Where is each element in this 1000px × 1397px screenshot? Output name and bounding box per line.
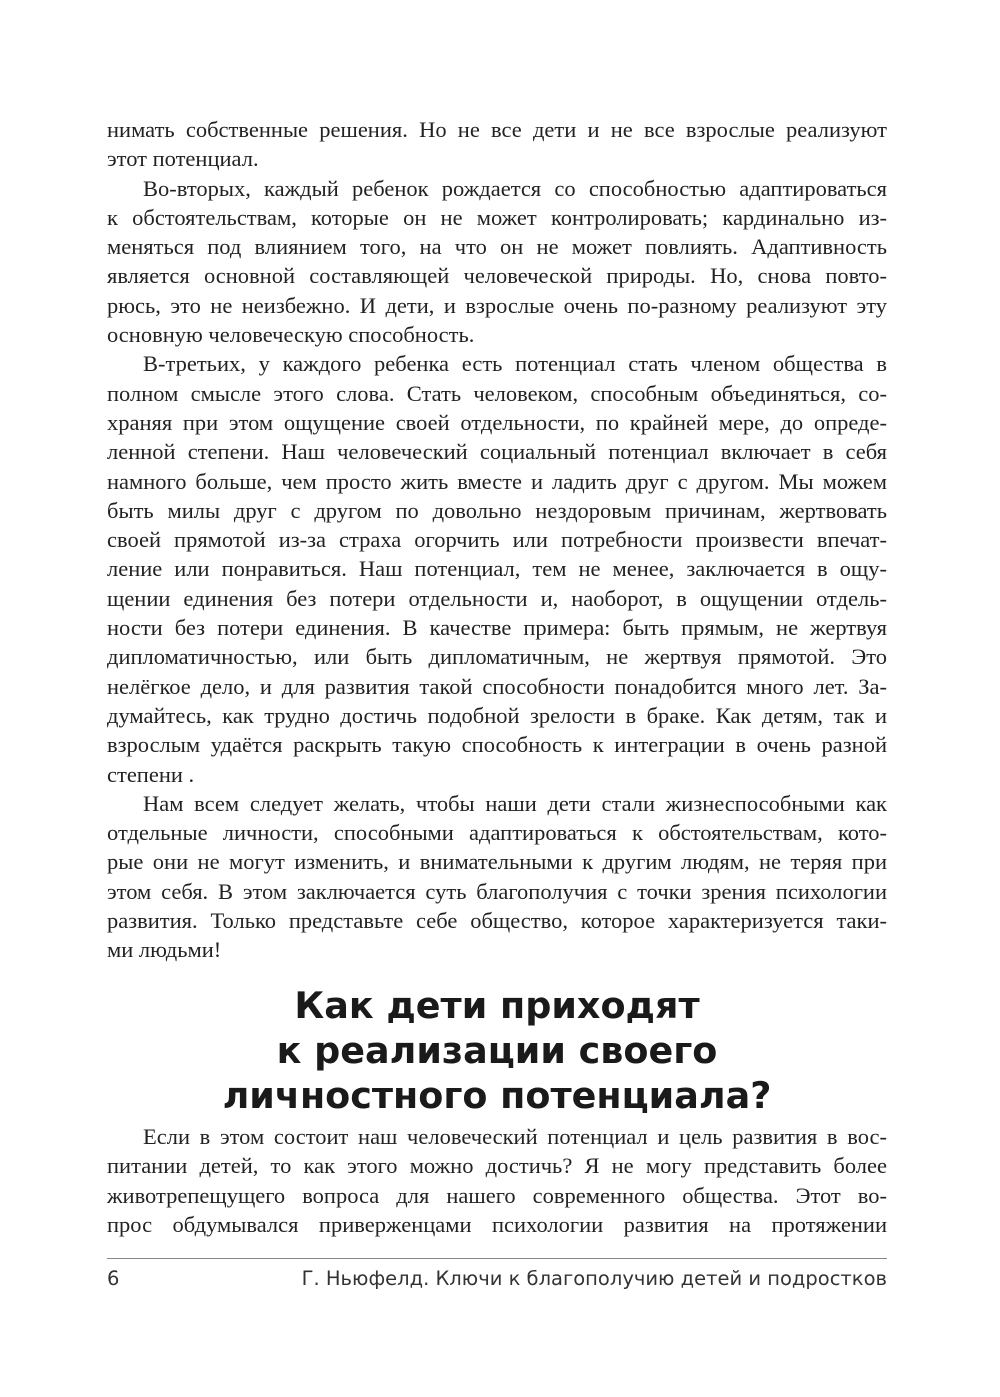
paragraph-line bbox=[107, 1210, 887, 1239]
text-line: этом себя. В этом заключается суть благополучия с точки зрения психологии bbox=[107, 878, 887, 904]
text-line: к обстоятельствам, которые он не может контролировать; кардинально из- bbox=[107, 204, 887, 230]
paragraph-line bbox=[107, 730, 887, 759]
paragraph-line bbox=[107, 174, 887, 203]
paragraph-line bbox=[107, 584, 887, 613]
text-line: является основной составляющей человеческой природы. Но, снова повто- bbox=[107, 263, 887, 289]
text-line: прос обдумывался приверженцами психологии развития на протяжении bbox=[107, 1211, 887, 1237]
body-text-top bbox=[107, 115, 887, 965]
paragraph-line bbox=[107, 525, 887, 554]
paragraph-line bbox=[107, 1122, 887, 1151]
text-line: ленной степени. Наш человеческий социальный потенциал включает в себя bbox=[107, 439, 887, 465]
text-line: дипломатичностью, или быть дипломатичным, не жертвуя прямотой. Это bbox=[107, 644, 887, 670]
text-line: щении единения без потери отдельности и, наоборот, в ощущении отдель- bbox=[107, 585, 887, 611]
paragraph-line bbox=[107, 203, 887, 232]
paragraph-line bbox=[107, 760, 887, 789]
paragraph-line bbox=[107, 379, 887, 408]
text-line: ление или понравиться. Наш потенциал, тем не менее, заключается в ощу- bbox=[107, 556, 887, 582]
text-line: думайтесь, как трудно достичь подобной зрелости в браке. Как детям, так и bbox=[107, 702, 887, 728]
text-line: В-третьих, у каждого ребенка есть потенциал стать членом общества в bbox=[143, 351, 887, 377]
text-line: ности без потери единения. В качестве примера: быть прямым, не жертвуя bbox=[107, 615, 887, 641]
text-line: намного больше, чем просто жить вместе и ладить друг с другом. Мы можем bbox=[107, 468, 887, 494]
text-line: взрослым удаётся раскрыть такую способность к интеграции в очень разной bbox=[107, 732, 887, 758]
paragraph-line bbox=[107, 818, 887, 847]
paragraph-line bbox=[107, 232, 887, 261]
text-line: этот потенциал. bbox=[107, 146, 259, 172]
text-line: животрепещущего вопроса для нашего современного общества. Этот во- bbox=[107, 1182, 887, 1208]
paragraph-line bbox=[107, 1181, 887, 1210]
paragraph-line bbox=[107, 349, 887, 378]
text-line: степени . bbox=[107, 761, 195, 787]
body-text-bottom bbox=[107, 1122, 887, 1239]
paragraph-line bbox=[107, 847, 887, 876]
text-line: рые они не могут изменить, и внимательными к другим людям, не теряя при bbox=[107, 849, 887, 875]
text-line: нимать собственные решения. Но не все дети и не все взрослые реализуют bbox=[107, 117, 887, 142]
text-line: нелёгкое дело, и для развития такой способности понадобится много лет. За- bbox=[107, 673, 887, 699]
text-line: ми людьми! bbox=[107, 937, 222, 963]
paragraph-line bbox=[107, 291, 887, 320]
paragraph-continuation bbox=[107, 115, 887, 144]
paragraph-continuation-end bbox=[107, 144, 887, 173]
footer-divider bbox=[107, 1258, 887, 1259]
paragraph-line bbox=[107, 701, 887, 730]
heading-line: Как дети приходят bbox=[294, 984, 700, 1027]
heading-line: к реализации своего bbox=[276, 1029, 718, 1072]
text-line: питании детей, то как этого можно достичь? Я не могу представить более bbox=[107, 1153, 887, 1179]
paragraph-line bbox=[107, 467, 887, 496]
paragraph-line bbox=[107, 877, 887, 906]
paragraph-line bbox=[107, 906, 887, 935]
text-line: Нам всем следует желать, чтобы наши дети стали жизнеспособными как bbox=[143, 790, 887, 816]
text-line: полном смысле этого слова. Стать человеком, способным объединяться, со- bbox=[107, 380, 887, 406]
paragraph-line bbox=[107, 672, 887, 701]
text-line: отдельные личности, способными адаптироваться к обстоятельствам, кото- bbox=[107, 820, 887, 846]
paragraph-line bbox=[107, 496, 887, 525]
paragraph-line bbox=[107, 554, 887, 583]
text-line: Если в этом состоит наш человеческий потенциал и цель развития в вос- bbox=[143, 1124, 887, 1149]
paragraph-line bbox=[107, 261, 887, 290]
paragraph-line bbox=[107, 437, 887, 466]
text-line: Во-вторых, каждый ребенок рождается со способностью адаптироваться bbox=[143, 175, 887, 201]
text-line: быть милы друг с другом по довольно нездоровым причинам, жертвовать bbox=[107, 497, 887, 523]
paragraph-line bbox=[107, 408, 887, 437]
page-footer bbox=[107, 1266, 887, 1292]
section-heading bbox=[107, 983, 887, 1118]
paragraph-line bbox=[107, 935, 887, 964]
text-line: рюсь, это не неизбежно. И дети, и взрослые очень по-разному реализуют эту bbox=[107, 292, 887, 318]
page-number: 6 bbox=[107, 1267, 120, 1290]
text-line: храняя при этом ощущение своей отдельности, по крайней мере, до опреде- bbox=[107, 409, 887, 435]
text-line: меняться под влиянием того, на что он не может повлиять. Адаптивность bbox=[107, 234, 887, 260]
text-line: развития. Только представьте себе общество, которое характеризуется таки- bbox=[107, 908, 887, 934]
paragraph-line bbox=[107, 320, 887, 349]
text-line: основную человеческую способность. bbox=[107, 322, 475, 348]
paragraph-line bbox=[107, 789, 887, 818]
heading-line: личностного потенциала? bbox=[222, 1074, 772, 1117]
paragraph-line bbox=[107, 642, 887, 671]
text-line: своей прямотой из-за страха огорчить или потребности произвести впечат- bbox=[107, 527, 887, 553]
paragraph-line bbox=[107, 1151, 887, 1180]
paragraph-line bbox=[107, 613, 887, 642]
running-title: Г. Ньюфелд. Ключи к благополучию детей и подростков bbox=[301, 1267, 887, 1290]
